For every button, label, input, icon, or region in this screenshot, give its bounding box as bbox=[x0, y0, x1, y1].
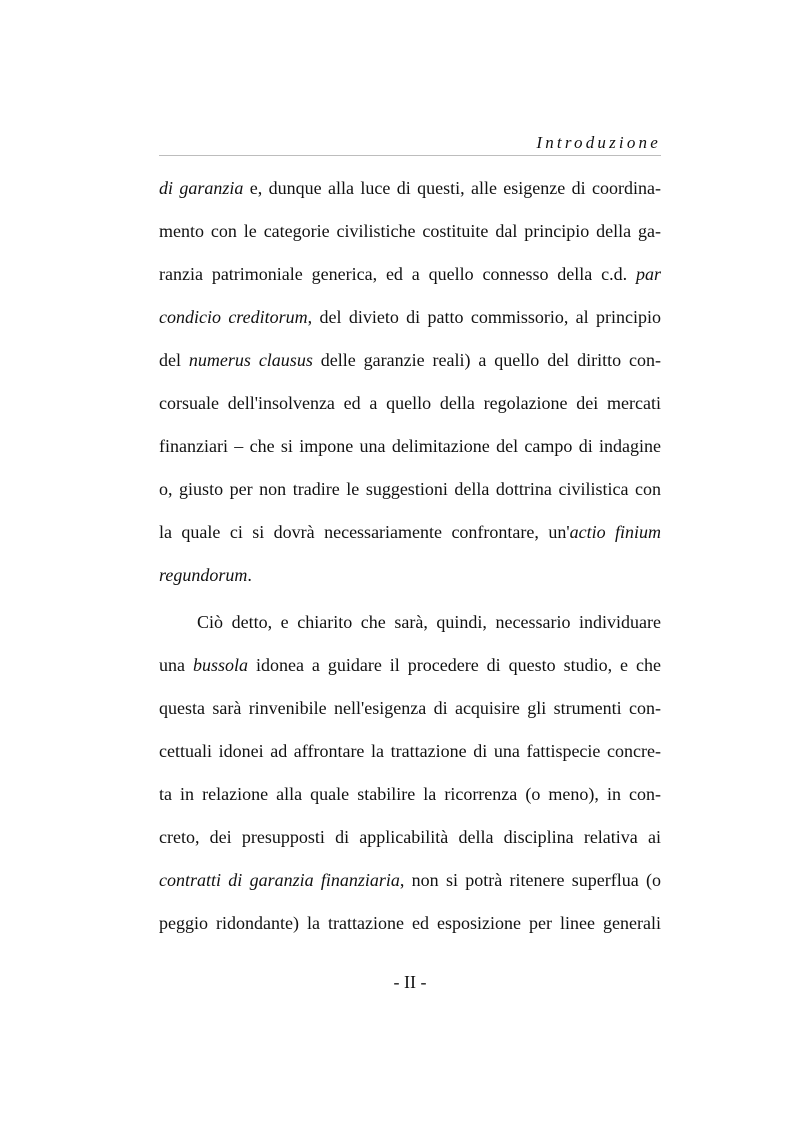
text-line: corsuale dell'insolvenza ed a quello della regolazione dei mercati bbox=[159, 393, 661, 413]
italic-term: condicio creditorum bbox=[159, 307, 308, 327]
running-header-title: Introduzione bbox=[536, 133, 661, 152]
italic-term: di garanzia bbox=[159, 178, 244, 198]
text-line: peggio ridondante) la trattazione ed esposizione per linee generali bbox=[159, 913, 661, 933]
text-line: creto, dei presupposti di applicabilità della disciplina relativa ai bbox=[159, 827, 661, 847]
text-line: del numerus clausus delle garanzie reali) a quello del diritto con- bbox=[159, 350, 661, 370]
italic-term: bussola bbox=[192, 655, 248, 675]
text-line: finanziari – che si impone una delimitazione del campo di indagine bbox=[159, 436, 661, 456]
italic-term: numerus clausus bbox=[188, 350, 313, 370]
text-line: contratti di garanzia finanziaria, non si potrà ritenere superflua (o bbox=[159, 870, 661, 890]
text-line: ta in relazione alla quale stabilire la ricorrenza (o meno), in con- bbox=[159, 784, 661, 804]
text-line: questa sarà rinvenibile nell'esigenza di acquisire gli strumenti con- bbox=[159, 698, 661, 718]
text-line: regundorum. bbox=[159, 565, 252, 585]
italic-term: regundorum bbox=[159, 565, 248, 585]
text-line: mento con le categorie civilistiche costituite dal principio della ga- bbox=[159, 221, 661, 241]
text-line: una bussola idonea a guidare il procedere di questo studio, e che bbox=[159, 655, 661, 675]
italic-term: contratti di garanzia finanziaria bbox=[159, 870, 400, 890]
text-line: ranzia patrimoniale generica, ed a quello connesso della c.d. par bbox=[159, 264, 661, 284]
header-rule bbox=[159, 155, 661, 156]
body-text bbox=[159, 167, 661, 945]
text-line: la quale ci si dovrà necessariamente confrontare, un'actio finium bbox=[159, 522, 661, 542]
italic-term: actio finium bbox=[569, 522, 661, 542]
text-line: cettuali idonei ad affrontare la trattazione di una fattispecie concre- bbox=[159, 741, 661, 761]
text-line: condicio creditorum, del divieto di patto commissorio, al principio bbox=[159, 307, 661, 327]
page-number: - II - bbox=[393, 972, 427, 992]
text-line: o, giusto per non tradire le suggestioni della dottrina civilistica con bbox=[159, 479, 661, 499]
text-line: di garanzia e, dunque alla luce di questi, alle esigenze di coordina- bbox=[159, 178, 661, 198]
italic-term: par bbox=[635, 264, 661, 284]
text-line: Ciò detto, e chiarito che sarà, quindi, necessario individuare bbox=[197, 612, 661, 632]
